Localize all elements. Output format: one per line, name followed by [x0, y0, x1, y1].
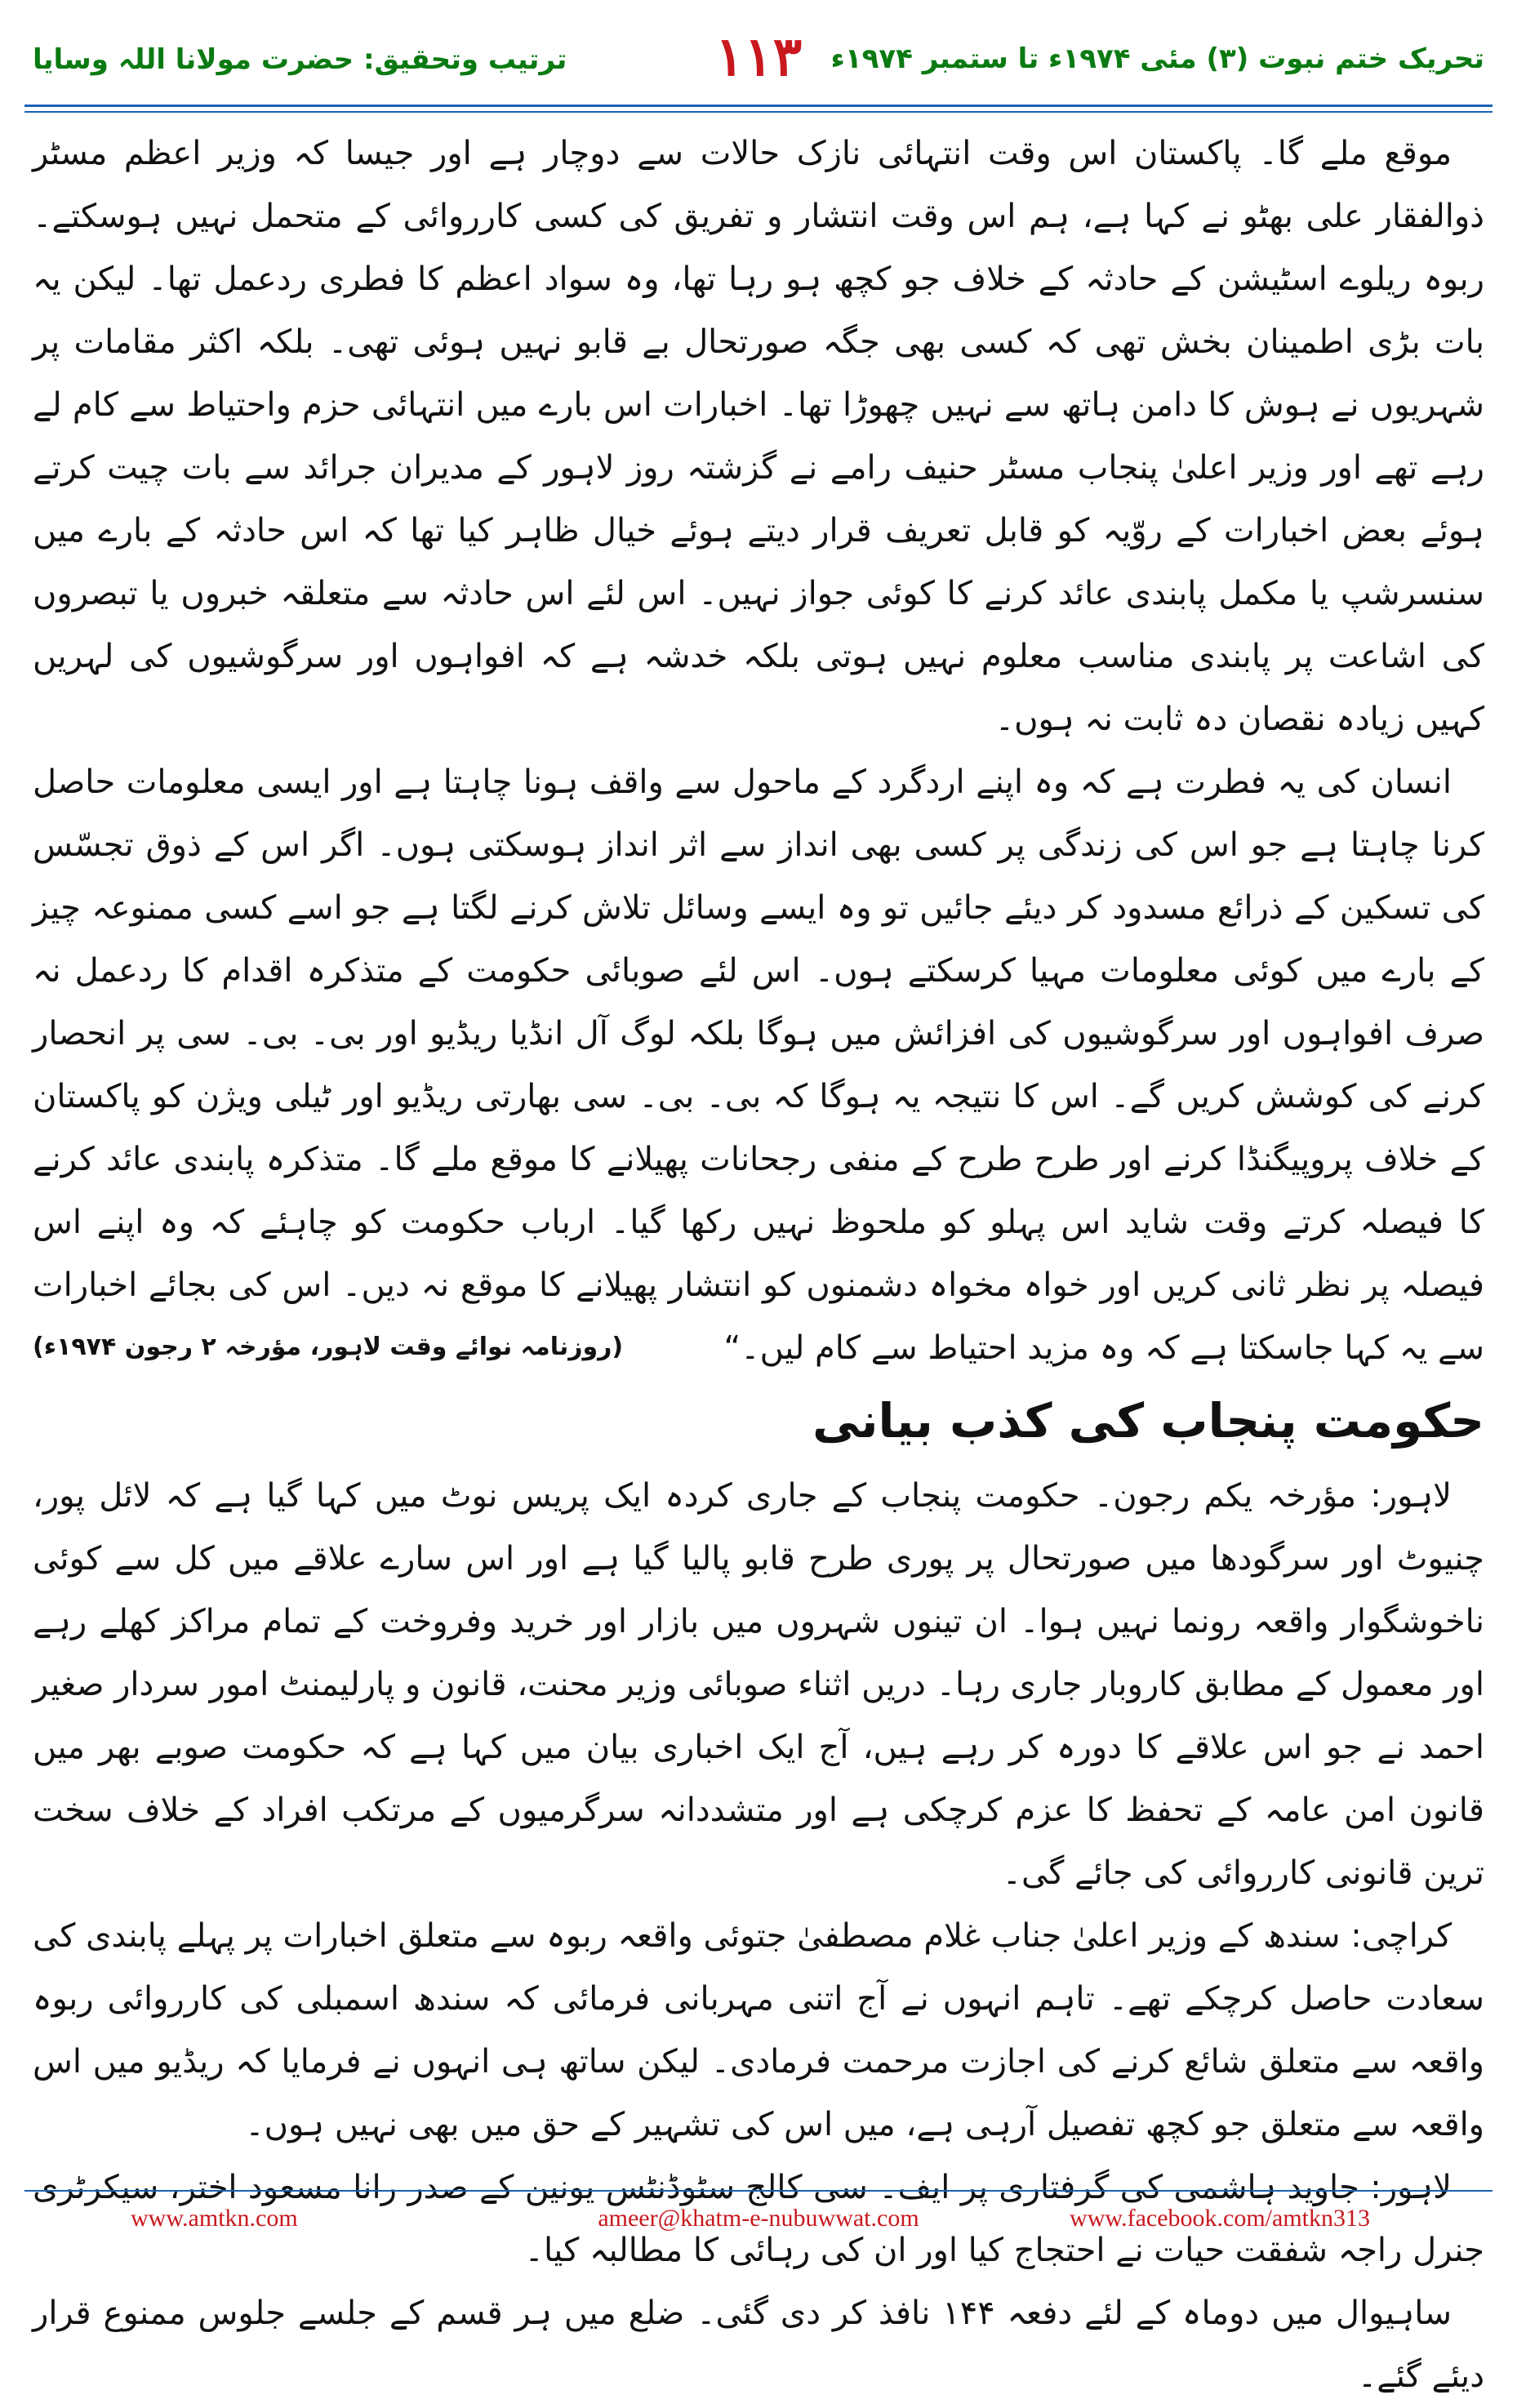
page-number: ۱۱۳: [714, 24, 803, 88]
news-paragraph: ساہیوال میں دوماہ کے لئے دفعہ ۱۴۴ نافذ کر دی گئی۔ ضلع میں ہر قسم کے جلسے جلوس ممنوع قرار دیئے گئے۔: [33, 2294, 1484, 2395]
header-rule-thin: [24, 111, 1493, 113]
facebook-link[interactable]: www.facebook.com/amtkn313: [1070, 2205, 1370, 2232]
section-heading: حکومت پنجاب کی کذب بیانی: [812, 1393, 1484, 1449]
page-header: [24, 24, 1493, 114]
header-rule: [24, 105, 1493, 107]
book-title: تحریک ختم نبوت (۳) مئی ۱۹۷۴ء تا ستمبر ۱۹۷۴ء: [830, 42, 1484, 75]
page-footer: [24, 2197, 1493, 2246]
email-link[interactable]: ameer@khatm-e-nubuwwat.com: [598, 2205, 919, 2232]
compiler-credit: ترتیب وتحقیق: حضرت مولانا اللہ وسایا: [33, 43, 567, 76]
body-paragraph: انسان کی یہ فطرت ہے کہ وہ اپنے اردگرد کے ماحول سے واقف ہونا چاہتا ہے اور ایسی معلومات حاصل کرنا چاہتا ہے جو اس کی زندگی پر کسی بھی انداز سے اثر انداز ہوسکتی ہوں۔ اگر اس کے ذوق تجسّس کی تسکین کے ذرائع مسدود کر دیئے جائیں تو وہ ایسے وسائل تلاش کرنے لگتا ہے جو اسے کسی ممنوعہ چیز کے بارے میں کوئی معلومات مہیا کرسکتے ہوں۔ اس لئے صوبائی حکومت کے متذکرہ اقدام کا ردعمل نہ صرف افواہوں اور سرگوشیوں کی افزائش میں ہوگا بلکہ لوگ آل انڈیا ریڈیو اور بی۔ بی۔ سی پر انحصار کرنے کی کوشش کریں گے۔ اس کا نتیجہ یہ ہوگا کہ بی۔ بی۔ سی بھارتی ریڈیو اور ٹیلی ویژن کو پاکستان کے خلاف پروپیگنڈا کرنے اور طرح طرح کے منفی رجحانات پھیلانے کا موقع ملے گا۔ متذکرہ پابندی عائد کرنے کا فیصلہ کرتے وقت شاید اس پہلو کو ملحوظ نہیں رکھا گیا۔ ارباب حکومت کو چاہئے کہ وہ اپنے اس فیصلہ پر نظر ثانی کریں اور خواہ مخواہ دشمنوں کو انتشار پھیلانے کا موقع نہ دیں۔ اس کی بجائے اخبارات سے یہ کہا جاسکتا ہے کہ وہ مزید احتیاط سے کام لیں۔“: [33, 763, 1484, 1367]
source-citation: (روزنامہ نوائے وقت لاہور، مؤرخہ ۲ رجون ۱۹۷۴ء): [33, 1333, 624, 1361]
news-paragraph: لاہور: مؤرخہ یکم رجون۔ حکومت پنجاب کے جاری کردہ ایک پریس نوٹ میں کہا گیا ہے کہ لائل پور، چنیوٹ اور سرگودھا میں صورتحال پر پوری طرح قابو پالیا گیا ہے اور اس سارے علاقے میں کل سے کوئی ناخوشگوار واقعہ رونما نہیں ہوا۔ ان تینوں شہروں میں بازار اور خرید وفروخت کے تمام مراکز کھلے رہے اور معمول کے مطابق کاروبار جاری رہا۔ دریں اثناء صوبائی وزیر محنت، قانون و پارلیمنٹ امور سردار صغیر احمد نے جو اس علاقے کا دورہ کر رہے ہیں، آج ایک اخباری بیان میں کہا ہے کہ حکومت صوبے بھر میں قانون امن عامہ کے تحفظ کا عزم کرچکی ہے اور متشددانہ سرگرمیوں کے مرتکب افراد کے خلاف سخت ترین قانونی کارروائی کی جائے گی۔: [33, 1477, 1485, 1892]
body-paragraph: موقع ملے گا۔ پاکستان اس وقت انتہائی نازک حالات سے دوچار ہے اور جیسا کہ وزیر اعظم مسٹر ذوالفقار علی بھٹو نے کہا ہے، ہم اس وقت انتشار و تفریق کی کسی کارروائی کے متحمل نہیں ہوسکتے۔ ربوہ ریلوے اسٹیشن کے حادثہ کے خلاف جو کچھ ہو رہا تھا، وہ سواد اعظم کا فطری ردعمل تھا۔ لیکن یہ بات بڑی اطمینان بخش تھی کہ کسی بھی جگہ صورتحال بے قابو نہیں ہوئی تھی۔ بلکہ اکثر مقامات پر شہریوں نے ہوش کا دامن ہاتھ سے نہیں چھوڑا تھا۔ اخبارات اس بارے میں انتہائی حزم واحتیاط سے کام لے رہے تھے اور وزیر اعلیٰ پنجاب مسٹر حنیف رامے نے گزشتہ روز لاہور کے مدیران جرائد سے بات چیت کرتے ہوئے بعض اخبارات کے روّیہ کو قابل تعریف قرار دیتے ہوئے خیال ظاہر کیا تھا کہ اس حادثہ کے بارے میں سنسرشپ یا مکمل پابندی عائد کرنے کا کوئی جواز نہیں۔ اس لئے اس حادثہ سے متعلقہ خبروں یا تبصروں کی اشاعت پر پابندی مناسب معلوم نہیں ہوتی بلکہ خدشہ ہے کہ افواہوں اور سرگوشیوں کی لہریں کہیں زیادہ نقصان دہ ثابت نہ ہوں۔: [33, 135, 1484, 738]
news-paragraph: لاہور: جاوید ہاشمی کی گرفتاری پر ایف۔ سی کالج سٹوڈنٹس یونین کے صدر رانا مسعود اختر، سیکرٹری جنرل راجہ شفقت حیات نے احتجاج کیا اور ان کی رہائی کا مطالبہ کیا۔: [33, 2169, 1484, 2269]
website-link[interactable]: www.amtkn.com: [131, 2205, 298, 2232]
footer-rule: [24, 2190, 1493, 2192]
news-paragraph: کراچی: سندھ کے وزیر اعلیٰ جناب غلام مصطفیٰ جتوئی واقعہ ربوہ سے متعلق اخبارات پر پہلے پابندی کی سعادت حاصل کرچکے تھے۔ تاہم انہوں نے آج اتنی مہربانی فرمائی کہ سندھ اسمبلی کی کارروائی ربوہ واقعہ سے متعلق شائع کرنے کی اجازت مرحمت فرمادی۔ لیکن ساتھ ہی انہوں نے فرمایا کہ ریڈیو میں اس واقعہ سے متعلق جو کچھ تفصیل آرہی ہے، میں اس کی تشہیر کے حق میں بھی نہیں ہوں۔: [33, 1917, 1484, 2143]
